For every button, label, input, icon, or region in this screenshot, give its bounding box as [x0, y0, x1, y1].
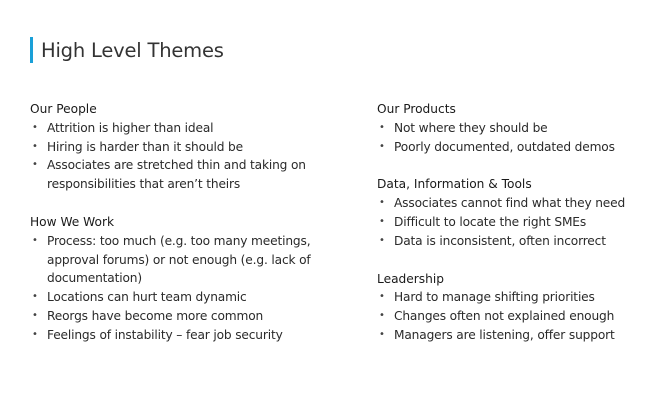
- bullet-icon: •: [32, 328, 38, 340]
- bullet-icon: •: [379, 121, 385, 133]
- list-item: [377, 326, 627, 345]
- list-item-text: Associates cannot find what they need: [394, 196, 626, 211]
- title-accent-bar: [30, 37, 33, 63]
- list-item-text: Difficult to locate the right SMEs: [394, 214, 587, 229]
- bullet-icon: •: [32, 291, 38, 303]
- list-item: [377, 232, 627, 251]
- list-item: [377, 119, 627, 138]
- section-heading: Leadership: [377, 271, 444, 286]
- bullet-icon: •: [379, 328, 385, 340]
- bullet-icon: •: [32, 121, 38, 133]
- list-item: [30, 119, 348, 138]
- right-column: [377, 100, 627, 364]
- slide-title: [30, 36, 224, 64]
- section-heading: Our Products: [377, 102, 456, 116]
- list-item: [377, 138, 627, 157]
- list-item-text: Managers are listening, offer support: [394, 327, 615, 342]
- list-item: [377, 213, 627, 232]
- list-item-text: Hiring is harder than it should be: [47, 139, 243, 154]
- list-item: [377, 307, 627, 326]
- list-item-text: Associates are stretched thin and taking on responsibilities that aren’t theirs: [47, 158, 306, 192]
- list-item: [30, 326, 348, 345]
- list-item-text: Feelings of instability – fear job security: [47, 327, 283, 342]
- list-item-text: Not where they should be: [394, 120, 548, 135]
- list-item: [30, 138, 348, 157]
- list-item-text: Data is inconsistent, often incorrect: [394, 233, 606, 248]
- section-our-people: [30, 100, 348, 194]
- list-item: [377, 194, 627, 213]
- list-item-text: Attrition is higher than ideal: [47, 120, 214, 135]
- list-item: [30, 307, 348, 326]
- bullet-icon: •: [32, 309, 38, 321]
- section-leadership: [377, 270, 627, 345]
- bullet-icon: •: [379, 140, 385, 152]
- list-item-text: Process: too much (e.g. too many meetings, approval forums) or not enough (e.g. lack of documentation): [47, 233, 311, 286]
- list-item-text: Changes often not explained enough: [394, 309, 615, 324]
- list-item: [377, 288, 627, 307]
- bullet-icon: •: [379, 291, 385, 303]
- list-item: [30, 156, 348, 194]
- bullet-list: [377, 288, 627, 344]
- bullet-icon: •: [379, 310, 385, 322]
- list-item-text: Reorgs have become more common: [47, 308, 264, 323]
- bullet-icon: •: [32, 234, 38, 246]
- section-our-products: [377, 100, 627, 156]
- bullet-icon: •: [32, 159, 38, 171]
- section-heading: Data, Information & Tools: [377, 177, 532, 192]
- bullet-icon: •: [32, 140, 38, 152]
- list-item-text: Poorly documented, outdated demos: [394, 139, 615, 154]
- section-heading: Our People: [30, 102, 97, 116]
- bullet-list: [377, 194, 627, 250]
- section-data-information-tools: [377, 175, 627, 250]
- bullet-list: [30, 232, 348, 345]
- bullet-icon: •: [379, 234, 385, 246]
- list-item-text: Hard to manage shifting priorities: [394, 290, 595, 305]
- left-column: [30, 100, 348, 364]
- section-heading: How We Work: [30, 214, 115, 229]
- page-title: High Level Themes: [41, 38, 224, 62]
- bullet-icon: •: [379, 197, 385, 209]
- bullet-list: [377, 119, 627, 157]
- list-item-text: Locations can hurt team dynamic: [47, 290, 247, 305]
- list-item: [30, 232, 348, 288]
- section-how-we-work: [30, 213, 348, 345]
- bullet-icon: •: [379, 215, 385, 227]
- list-item: [30, 288, 348, 307]
- bullet-list: [30, 119, 348, 194]
